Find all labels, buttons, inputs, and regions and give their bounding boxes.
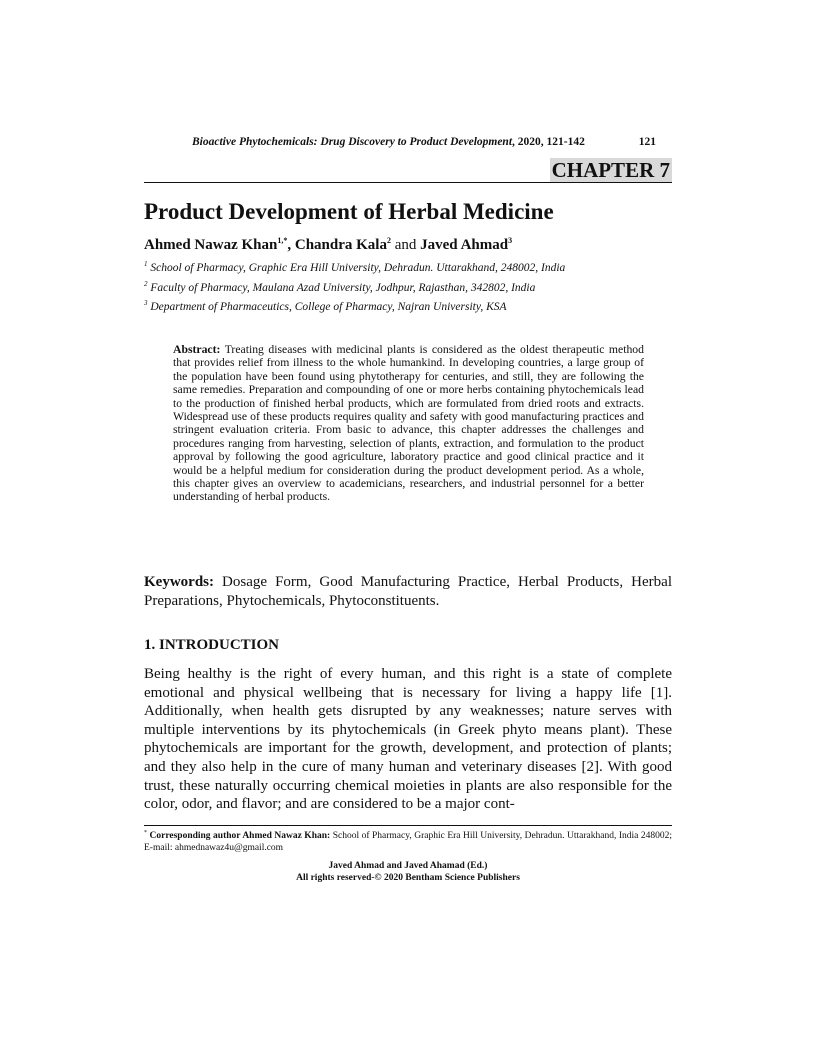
footnote-label: Corresponding author Ahmed Nawaz Khan: <box>147 831 331 842</box>
affiliation-number: 3 <box>144 299 148 307</box>
affiliation <box>144 280 535 294</box>
affiliation-text: School of Pharmacy, Graphic Era Hill University, Dehradun. Uttarakhand, 248002, India <box>150 261 566 274</box>
keywords-text: Dosage Form, Good Manufacturing Practice, Herbal Products, Herbal Preparations, Phytochemicals, Phytoconstituents. <box>144 574 672 609</box>
page-number: 121 <box>638 136 656 148</box>
header-rule <box>144 182 672 183</box>
abstract-label: Abstract: <box>173 343 221 356</box>
author-separator: , <box>287 237 295 253</box>
author-affiliation-mark: 1,* <box>277 236 288 245</box>
author-name: Javed Ahmad <box>420 237 509 253</box>
author-list <box>144 236 512 254</box>
journal-details: , 2020, 121-142 <box>512 136 585 148</box>
abstract <box>173 343 644 504</box>
chapter-title: Product Development of Herbal Medicine <box>144 199 554 224</box>
author-separator: and <box>390 237 421 253</box>
abstract-text: Treating diseases with medicinal plants is considered as the oldest therapeutic method that provides relief from illness to the whole humankind. In developing countries, a large group of the population have been found using phytotherapy for centuries, and still, they are following the same remedies. Preparation and compounding of one or more herbs containing phytochemicals lead to the production of finished herbal products, which are formulated from dried roots and extracts. Widespread use of these products requires quality and safety with good manufacturing practices and stringent evaluation criteria. From basic to advance, this chapter addresses the challenges and procedures ranging from harvesting, selection of plants, extraction, and formulation to the product approval by following the good agriculture, laboratory practice and good clinical practice and it would be a helpful medium for consideration during the product development period. As a whole, this chapter gives an overview to academicians, researchers, and industrial personnel for a better understanding of herbal products. <box>173 343 644 504</box>
introduction-paragraph: Being healthy is the right of every human, and this right is a state of complete emotional and physical wellbeing that is necessary for living a happy life [1]. Additionally, when health gets disrupted by any weaknesses; nature serves with multiple interventions by its phytochemicals (in Greek phyto means plant). These phytochemicals are important for the growth, development, and protection of plants; and they also help in the cure of many human and veterinary diseases [2]. With good trust, these naturally occurring chemical moieties in plants are also responsible for the color, odor, and flavor; and are considered to be a major cont- <box>144 666 672 813</box>
affiliation-text: Department of Pharmaceutics, College of Pharmacy, Najran University, KSA <box>150 300 507 313</box>
footer-rights: All rights reserved-© 2020 Bentham Science Publishers <box>296 873 520 883</box>
author-name: Chandra Kala <box>294 237 387 253</box>
footnote-text: School of Pharmacy, Graphic Era Hill University, Dehradun. Uttarakhand, India 248002; E-mail: ahmednawaz4u@gmail.com <box>144 831 672 854</box>
section-heading: 1. INTRODUCTION <box>144 637 280 653</box>
affiliation-number: 1 <box>144 260 148 268</box>
affiliation-text: Faculty of Pharmacy, Maulana Azad University, Jodhpur, Rajasthan, 342802, India <box>150 281 536 294</box>
footnote-mark: * <box>144 830 147 836</box>
footer-editors: Javed Ahmad and Javed Ahamad (Ed.) <box>328 861 488 871</box>
author-name: Ahmed Nawaz Khan <box>144 237 278 253</box>
keywords-label: Keywords: <box>144 574 214 590</box>
journal-name: Bioactive Phytochemicals: Drug Discovery to Product Development <box>192 136 513 148</box>
author-affiliation-mark: 3 <box>508 236 513 245</box>
running-head-title <box>192 136 585 148</box>
author-affiliation-mark: 2 <box>386 236 391 245</box>
affiliation-number: 2 <box>144 280 148 288</box>
keywords <box>144 573 672 610</box>
affiliation <box>144 260 565 274</box>
chapter-label: CHAPTER 7 <box>551 158 670 182</box>
footnote-rule <box>144 825 672 826</box>
footnote <box>144 827 672 854</box>
affiliation <box>144 299 507 313</box>
page-footer <box>144 860 672 884</box>
